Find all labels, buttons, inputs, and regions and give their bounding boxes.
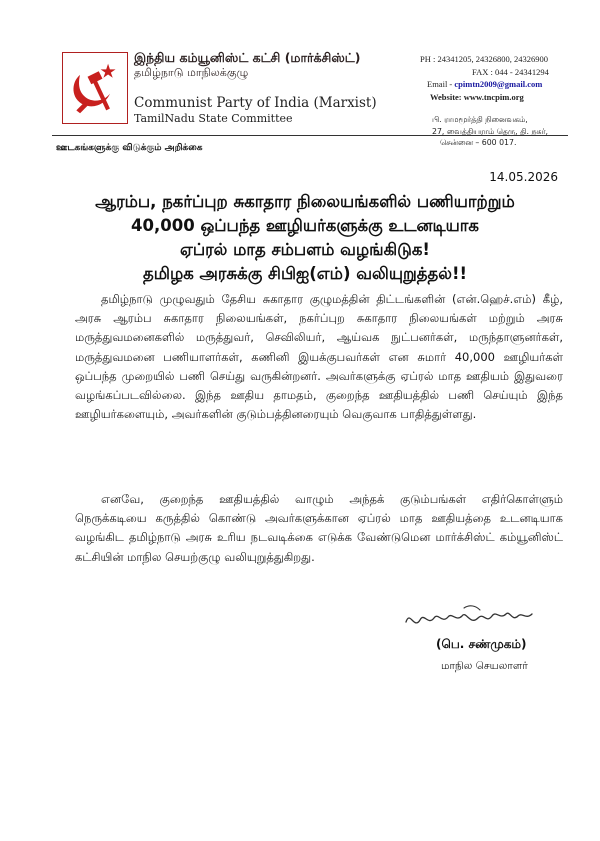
email-address[interactable]: cpimtn2009@gmail.com — [454, 79, 543, 89]
website[interactable]: Website: www.tncpim.org — [430, 91, 524, 102]
hammer-sickle-icon — [67, 58, 123, 118]
org-name-english: Communist Party of India (Marxist) — [134, 95, 377, 111]
press-release-label: ஊடகங்களுக்கு விடுக்கும் அறிக்கை — [56, 143, 203, 153]
handwritten-signature — [400, 600, 550, 640]
headline-line: ஆரம்ப, நகர்ப்புற சுகாதார நிலையங்களில் பணியாற்றும் — [95, 192, 515, 211]
signatory-title: மாநில செயலாளர் — [441, 660, 528, 672]
letterhead-divider — [52, 135, 568, 136]
email-label: Email - — [427, 79, 455, 89]
release-date: 14.05.2026 — [489, 170, 558, 184]
email-line — [420, 78, 590, 91]
org-committee-tamil: தமிழ்நாடு மாநிலக்குழு — [134, 66, 249, 79]
body-paragraph: தமிழ்நாடு முழுவதும் தேசிய சுகாதார குழுமத்தின் திட்டங்களின் (என்.ஹெச்.எம்) கீழ், அரசு ஆரம்ப சுகாதார நிலையங்கள், நகர்ப்புற சுகாதார நிலையங்கள் மற்றும் அரசு மருத்துவமனைகளில் மருத்துவர், செவிலியர், ஆய்வக நுட்பனர்கள், மருந்தாளுனர்கள், மருத்துவமனை பணியாளர்கள், கணினி இயக்குபவர்கள் என சுமார் 40,000 ஊழியர்கள் ஒப்பந்த முறையில் பணி செய்து வருகின்றனர். அவர்களுக்கு ஏப்ரல் மாத ஊதியம் இதுவரை வழங்கப்படவில்லை. இந்த ஊதிய தாமதம், குறைந்த ஊதியத்தில் பணி செய்யும் இந்த ஊழியர்களையும், அவர்களின் குடும்பத்தினரையும் வெகுவாக பாதித்துள்ளது. — [75, 292, 563, 422]
party-logo — [62, 52, 128, 124]
org-name-tamil: இந்திய கம்யூனிஸ்ட் கட்சி (மார்க்சிஸ்ட்) — [134, 50, 361, 65]
address-line: பி. ராமமூர்த்தி நினைவகம், — [432, 115, 528, 124]
address-line: 27, வைத்தியராம் தெரு, தி. நகர், — [432, 126, 548, 136]
headline-line: தமிழக அரசுக்கு சிபிஐ(எம்) வலியுறுத்தல்!! — [142, 264, 468, 283]
headline — [40, 190, 570, 286]
signatory-name: (பெ. சண்முகம்) — [436, 637, 527, 651]
address-line: சென்னை – 600 017. — [440, 138, 517, 147]
fax-number: FAX : 044 - 24341294 — [472, 66, 549, 77]
headline-line: ஏப்ரல் மாத சம்பளம் வழங்கிடுக! — [180, 240, 430, 259]
postal-address — [420, 114, 590, 149]
phone-numbers: PH : 24341205, 24326800, 24326900 — [420, 54, 548, 64]
organization-name-block — [134, 50, 414, 127]
org-committee-english: TamilNadu State Committee — [134, 112, 293, 125]
headline-line: 40,000 ஒப்பந்த ஊழியர்களுக்கு உடனடியாக — [131, 216, 479, 235]
body-paragraph: எனவே, குறைந்த ஊதியத்தில் வாழும் அந்தக் குடும்பங்கள் எதிர்கொள்ளும் நெருக்கடியை கருத்தில் கொண்டு அவர்களுக்கான ஏப்ரல் மாத ஊதியத்தை உடனடியாக வழங்கிட தமிழ்நாடு அரசு உரிய நடவடிக்கை எடுக்க வேண்டுமென மார்க்சிஸ்ட் கம்யூனிஸ்ட் கட்சியின் மாநில செயற்குழு வலியுறுத்துகிறது. — [75, 492, 563, 564]
